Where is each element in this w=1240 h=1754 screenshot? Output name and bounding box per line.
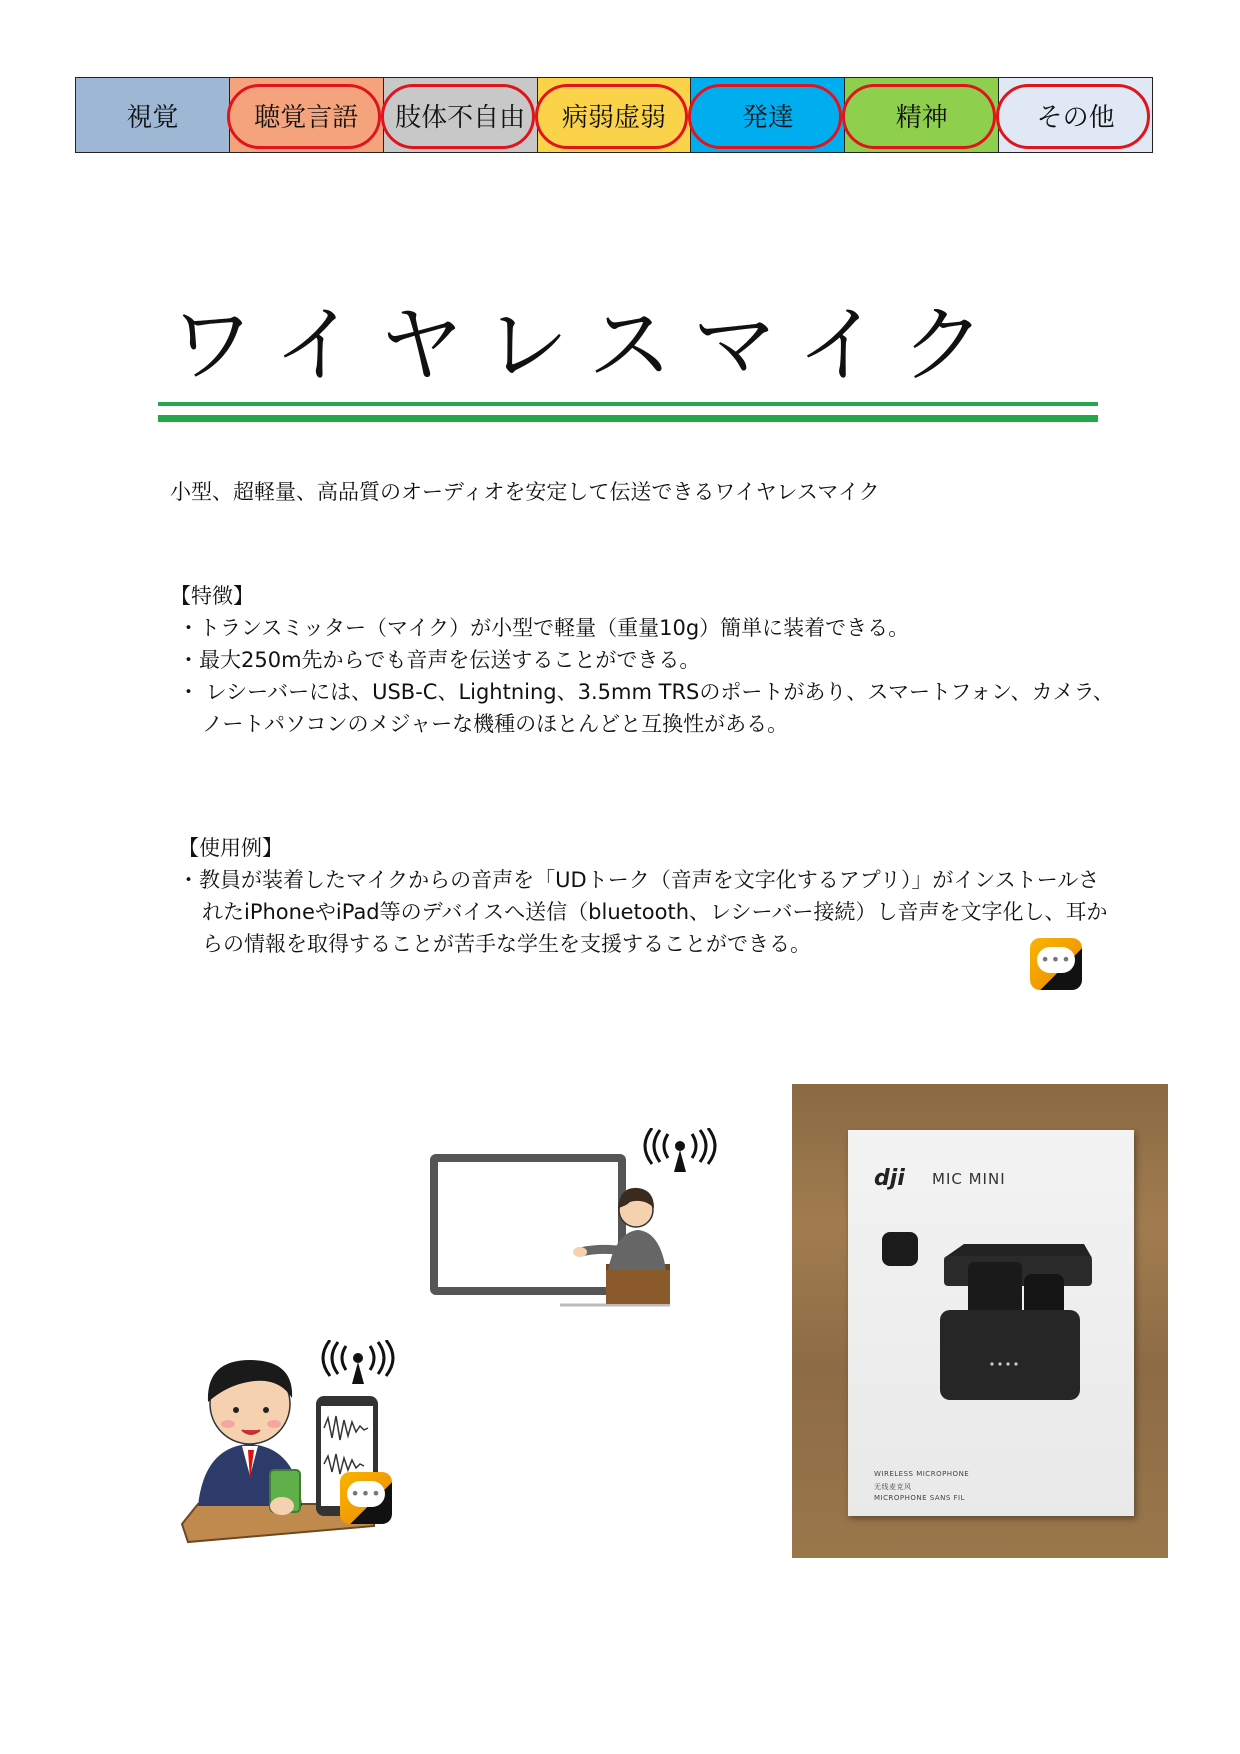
product-photo bbox=[792, 1084, 1168, 1558]
intro-text: 小型、超軽量、高品質のオーディオを安定して伝送できるワイヤレスマイク bbox=[170, 480, 880, 504]
wireless-signal-icon bbox=[318, 1340, 398, 1386]
tab-label: 精神 bbox=[895, 102, 948, 133]
product-box bbox=[848, 1130, 1134, 1516]
feature-item: ・最大250m先からでも音声を伝送することができる。 bbox=[178, 648, 701, 672]
brand-logo: dji bbox=[874, 1166, 905, 1191]
ud-talk-app-icon: ••• bbox=[1030, 938, 1082, 990]
usage-heading: 【使用例】 bbox=[178, 836, 283, 860]
charging-case-image bbox=[868, 1214, 1118, 1404]
tab-label: その他 bbox=[1036, 102, 1115, 133]
usage-list bbox=[178, 864, 1118, 960]
tab-5[interactable] bbox=[845, 78, 999, 152]
tab-1[interactable] bbox=[230, 78, 384, 152]
tab-0[interactable] bbox=[76, 78, 230, 152]
product-label: MICROPHONE SANS FIL bbox=[874, 1494, 966, 1502]
tab-label: 発達 bbox=[741, 102, 794, 133]
tab-label: 視覚 bbox=[126, 102, 179, 133]
feature-item: ・トランスミッター（マイク）が小型で軽量（重量10g）簡単に装着できる。 bbox=[178, 616, 910, 640]
category-tabs bbox=[75, 77, 1153, 153]
tab-label: 聴覚言語 bbox=[254, 102, 359, 133]
title-rule-bottom bbox=[158, 415, 1098, 422]
product-label: WIRELESS MICROPHONE bbox=[874, 1470, 970, 1478]
product-label: 无线麦克风 bbox=[874, 1483, 912, 1491]
title-rule-top bbox=[158, 402, 1098, 406]
usage-item: ・教員が装着したマイクからの音声を「UDトーク（音声を文字化するアプリ）」がインストールされたiPhoneやiPad等のデバイスへ送信（bluetooth、レシーバー接続）し音声を文字化し、耳からの情報を取得することが苦手な学生を支援することができる。 bbox=[178, 868, 1108, 956]
feature-item: ・ レシーバーには、USB-C、Lightning、3.5mm TRSのポートがあり、スマートフォン、カメラ、ノートパソコンのメジャーな機種のほとんどと互換性がある。 bbox=[178, 680, 1114, 736]
ud-talk-app-icon: ••• bbox=[340, 1472, 392, 1524]
tab-label: 病弱虚弱 bbox=[562, 102, 667, 133]
tab-2[interactable] bbox=[384, 78, 538, 152]
product-model: MIC MINI bbox=[932, 1170, 1006, 1188]
wireless-signal-icon bbox=[640, 1128, 720, 1174]
tab-6[interactable] bbox=[999, 78, 1152, 152]
tab-3[interactable] bbox=[538, 78, 692, 152]
features-heading: 【特徴】 bbox=[170, 584, 254, 608]
features-list bbox=[178, 612, 1118, 740]
page-title: ワイヤレスマイク bbox=[170, 296, 1008, 394]
tab-label: 肢体不自由 bbox=[395, 102, 526, 133]
tab-4[interactable] bbox=[691, 78, 845, 152]
